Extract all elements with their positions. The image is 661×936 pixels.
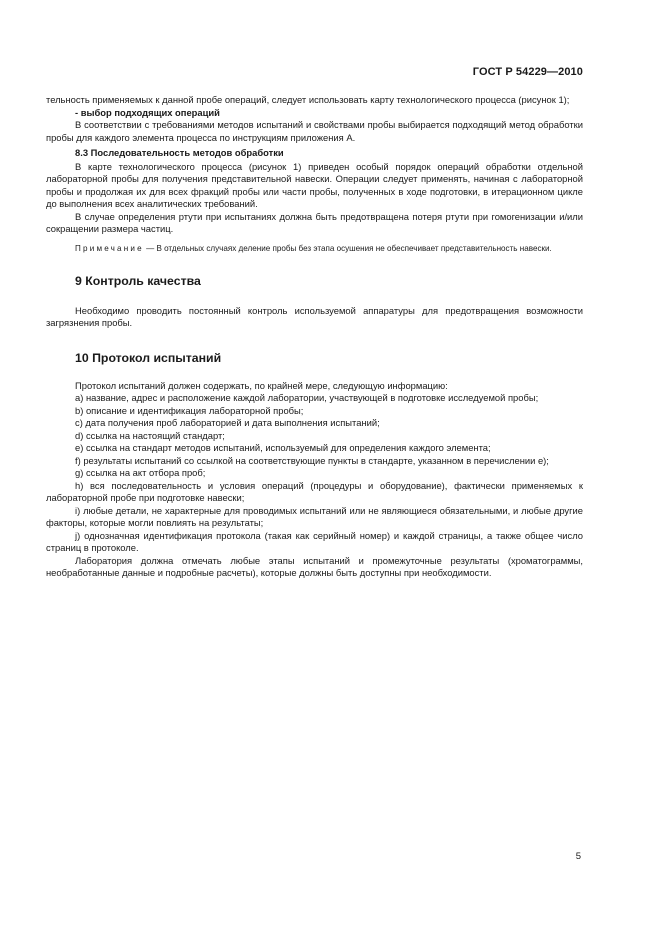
list-item-title: - выбор подходящих операций bbox=[75, 106, 220, 118]
paragraph: В случае определения ртути при испытаниях должна быть предотвращена потеря ртути при гомогенизации и/или сокращении размера частиц. bbox=[46, 210, 583, 234]
list-item: f) результаты испытаний со ссылкой на соответствующие пункты в стандарте, указанном в перечислении е); bbox=[75, 454, 549, 466]
subsection-8-3 bbox=[46, 147, 583, 254]
list-item: d) ссылка на настоящий стандарт; bbox=[75, 429, 225, 441]
paragraph: Необходимо проводить постоянный контроль используемой аппаратуры для предотвращения возможности загрязнения пробы. bbox=[46, 304, 583, 328]
note-label: Примечание bbox=[75, 243, 144, 253]
list-item: i) любые детали, не характерные для проводимых испытаний или не являющиеся обязательными, и любые другие факторы, которые могли повлиять на результаты; bbox=[46, 504, 583, 528]
page-number: 5 bbox=[575, 851, 581, 862]
list-item: h) вся последовательность и условия операций (процедуры и оборудование), фактически применяемых к лабораторной пробе при подготовке навески; bbox=[46, 479, 583, 503]
paragraph: Лаборатория должна отмечать любые этапы испытаний и промежуточные результаты (хроматограммы, необработанные данные и подробные расчеты), которые должны быть доступны при необходимости. bbox=[46, 554, 583, 578]
list-item: a) название, адрес и расположение каждой лаборатории, участвующей в подготовке исследуемой пробы; bbox=[75, 392, 539, 403]
section-title: 10 Протокол испытаний bbox=[75, 350, 222, 365]
paragraph: тельность применяемых к данной пробе операций, следует использовать карту технологического процесса (рисунок 1); bbox=[46, 94, 570, 105]
section-9 bbox=[46, 274, 583, 330]
list-item: j) однозначная идентификация протокола (такая как серийный номер) и каждой страницы, а также общее число страниц в протоколе. bbox=[46, 529, 583, 553]
list-item: b) описание и идентификация лабораторной пробы; bbox=[75, 404, 304, 416]
paragraph: В соответствии с требованиями методов испытаний и свойствами пробы выбирается подходящий метод обработки пробы для каждого элемента процесса по инструкциям приложения А. bbox=[46, 119, 583, 143]
paragraph: В карте технологического процесса (рисунок 1) приведен особый порядок операций обработки отдельной лабораторной пробы для получения представительной навески. Операции следует применять, начиная с лабораторной пробы и продолжая их для всех фракций пробы или части пробы, полученных в ходе подготовки, в итерационном цикле до выполнения всех аналитических требований. bbox=[46, 160, 583, 209]
section-title: 9 Контроль качества bbox=[75, 273, 201, 288]
standard-code-header: ГОСТ Р 54229—2010 bbox=[472, 66, 583, 78]
page-body bbox=[46, 94, 583, 580]
note bbox=[46, 243, 583, 254]
note-text: — В отдельных случаях деление пробы без этапа осушения не обеспечивает представительность навески. bbox=[143, 243, 552, 253]
paragraph: Протокол испытаний должен содержать, по крайней мере, следующую информацию: bbox=[75, 379, 448, 391]
block-top bbox=[46, 94, 583, 144]
list-item: c) дата получения проб лабораторией и дата выполнения испытаний; bbox=[75, 417, 380, 428]
list-item: g) ссылка на акт отбора проб; bbox=[75, 467, 206, 478]
list-item: e) ссылка на стандарт методов испытаний, используемый для определения каждого элемента; bbox=[75, 442, 491, 453]
subsection-title: 8.3 Последовательность методов обработки bbox=[75, 147, 284, 158]
section-10 bbox=[46, 351, 583, 580]
